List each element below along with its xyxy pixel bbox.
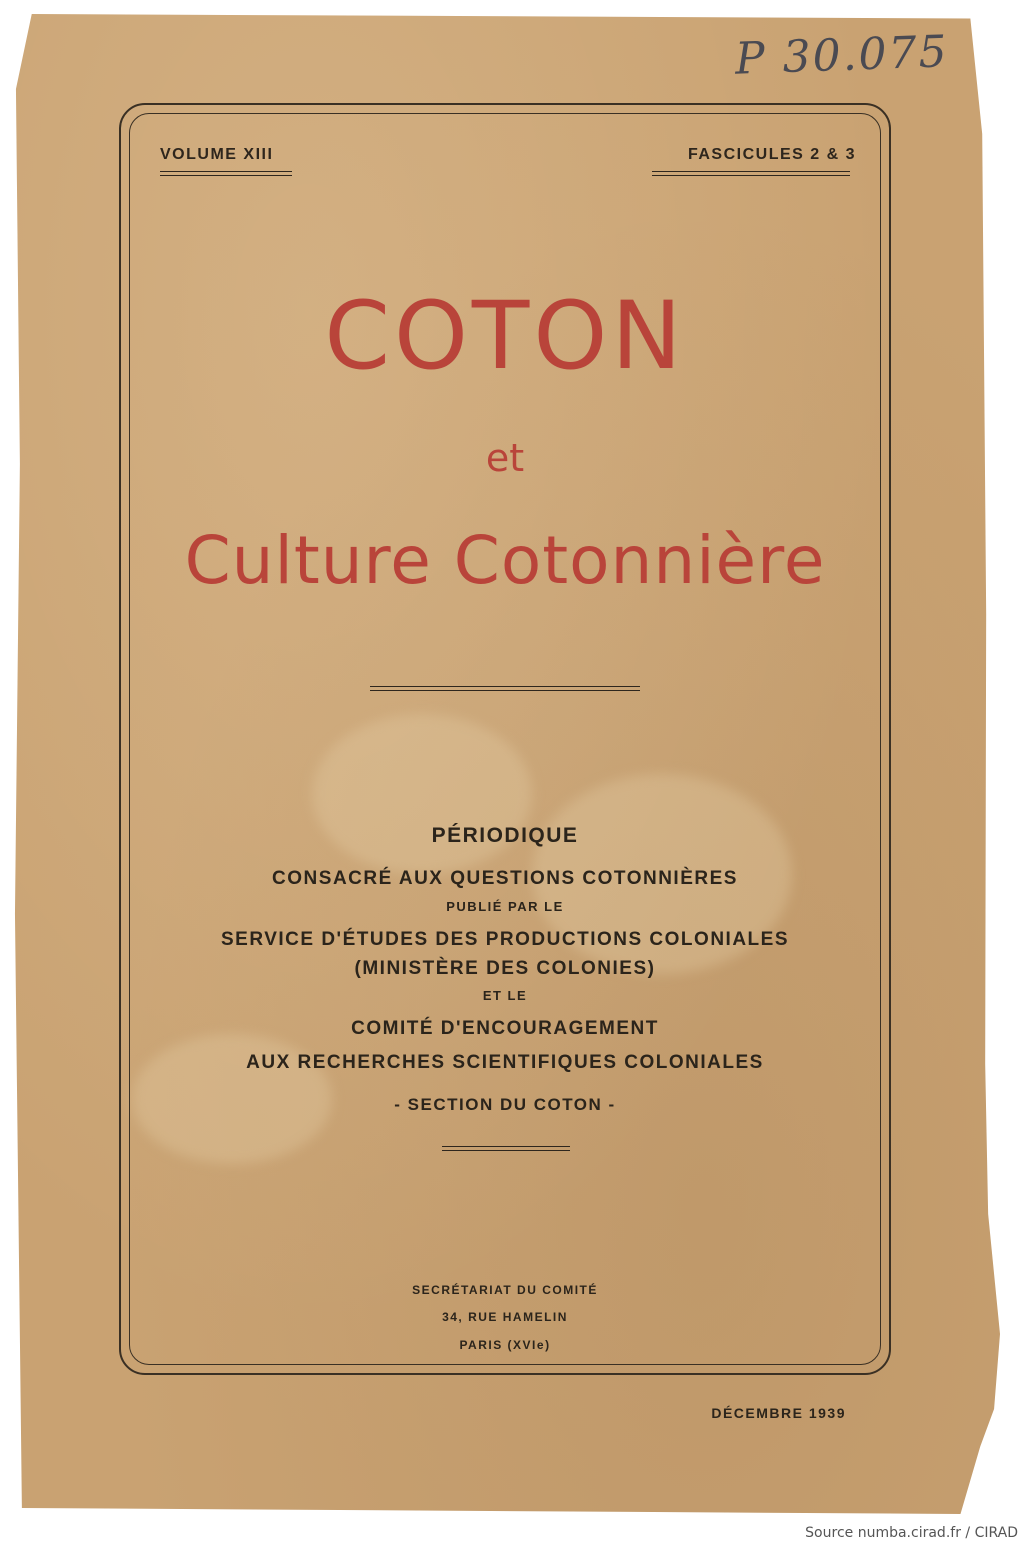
source-credit: Source numba.cirad.fr / CIRAD: [805, 1525, 1018, 1541]
section-separator: [442, 1146, 570, 1151]
volume-underline: [160, 171, 292, 176]
desc-et-le: ET LE: [482, 988, 528, 1003]
issue-date: DÉCEMBRE 1939: [711, 1405, 846, 1421]
desc-periodique: PÉRIODIQUE: [431, 824, 579, 847]
handwritten-shelf-mark: P 30.075: [734, 26, 950, 85]
title-conjunction: et: [485, 436, 525, 480]
desc-consacre: CONSACRÉ AUX QUESTIONS COTONNIÈRES: [272, 868, 738, 889]
desc-publie: PUBLIÉ PAR LE: [446, 899, 564, 914]
title-subtitle: Culture Cotonnière: [184, 522, 826, 599]
title-separator: [370, 686, 640, 691]
title-main: COTON: [324, 282, 686, 391]
fascicules-underline: [652, 171, 850, 176]
desc-ministere: (MINISTÈRE DES COLONIES): [354, 958, 656, 979]
address-city: PARIS (XVIe): [459, 1338, 551, 1352]
volume-label: VOLUME XIII: [160, 146, 274, 163]
desc-section: - SECTION DU COTON -: [394, 1095, 616, 1114]
desc-service: SERVICE D'ÉTUDES DES PRODUCTIONS COLONIALES: [220, 929, 789, 950]
address-secretariat: SECRÉTARIAT DU COMITÉ: [412, 1283, 598, 1297]
fascicules-label: FASCICULES 2 & 3: [687, 146, 856, 163]
desc-recherches: AUX RECHERCHES SCIENTIFIQUES COLONIALES: [246, 1052, 764, 1073]
desc-comite: COMITÉ D'ENCOURAGEMENT: [351, 1018, 659, 1039]
address-street: 34, RUE HAMELIN: [442, 1310, 568, 1324]
